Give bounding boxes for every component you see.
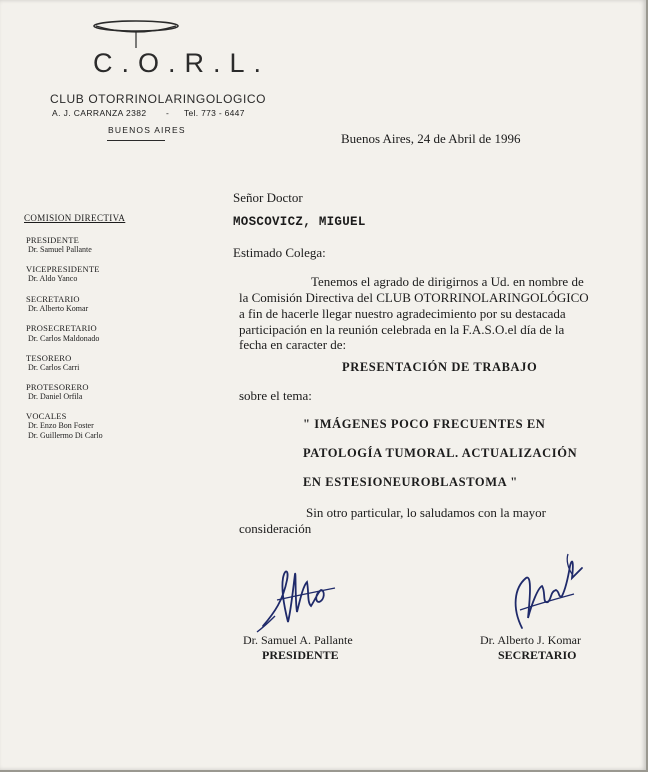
board-role: PROSECRETARIO [26, 323, 97, 333]
club-logo-graphic [86, 14, 186, 50]
address-separator: - [166, 108, 169, 118]
board-role: TESORERO [26, 353, 72, 363]
board-member: Dr. Samuel Pallante [28, 245, 92, 254]
secretary-signature [502, 548, 587, 638]
topic-line: EN ESTESIONEUROBLASTOMA " [303, 475, 518, 489]
board-member: Dr. Enzo Bon Foster [28, 421, 94, 430]
closing-line: Sin otro particular, lo saludamos con la mayor [306, 505, 546, 520]
board-member: Dr. Carlos Carri [28, 363, 80, 372]
board-title: COMISION DIRECTIVA [24, 213, 126, 223]
board-role: SECRETARIO [26, 294, 80, 304]
board-role: PRESIDENTE [26, 235, 79, 245]
salutation-title: Señor Doctor [233, 190, 303, 205]
topic-intro: sobre el tema: [239, 388, 312, 403]
closing-line: consideración [239, 521, 312, 536]
board-member: Dr. Aldo Yanco [28, 274, 78, 283]
club-phone: Tel. 773 - 6447 [184, 108, 245, 118]
topic-line: " IMÁGENES POCO FRECUENTES EN [303, 417, 546, 431]
topic-line: PATOLOGÍA TUMORAL. ACTUALIZACIÓN [303, 446, 578, 460]
board-member: Dr. Alberto Komar [28, 304, 89, 313]
paragraph-line: participación en la reunión celebrada en la F.A.S.O.el día de la [239, 322, 565, 337]
president-signature [255, 560, 350, 635]
club-city: BUENOS AIRES [108, 125, 186, 135]
greeting: Estimado Colega: [233, 245, 326, 260]
club-address: A. J. CARRANZA 2382 [52, 108, 147, 118]
letter-date: Buenos Aires, 24 de Abril de 1996 [341, 131, 521, 146]
paragraph-line: a fin de hacerle llegar nuestro agradecimiento por su destacada [239, 306, 566, 321]
letterhead-divider [107, 140, 165, 141]
board-role: VOCALES [26, 411, 67, 421]
board-role: VICEPRESIDENTE [26, 264, 100, 274]
presentation-type: PRESENTACIÓN DE TRABAJO [342, 360, 538, 374]
president-name: Dr. Samuel A. Pallante [243, 633, 353, 647]
paragraph-line: fecha en caracter de: [239, 337, 347, 352]
board-role: PROTESORERO [26, 382, 89, 392]
recipient-name: MOSCOVICZ, MIGUEL [233, 215, 366, 229]
secretary-title: SECRETARIO [498, 648, 577, 662]
board-member: Dr. Guillermo Di Carlo [28, 431, 103, 440]
club-name: CLUB OTORRINOLARINGOLOGICO [50, 92, 267, 106]
secretary-name: Dr. Alberto J. Komar [480, 633, 581, 647]
president-title: PRESIDENTE [262, 648, 339, 662]
board-member: Dr. Daniel Orfila [28, 392, 83, 401]
paragraph-line: la Comisión Directiva del CLUB OTORRINOLARINGOLÓGICO [239, 290, 589, 305]
board-member: Dr. Carlos Maldonado [28, 334, 100, 343]
paragraph-line: Tenemos el agrado de dirigirnos a Ud. en nombre de [311, 274, 584, 289]
club-logo-text: C.O.R.L. [93, 48, 271, 78]
